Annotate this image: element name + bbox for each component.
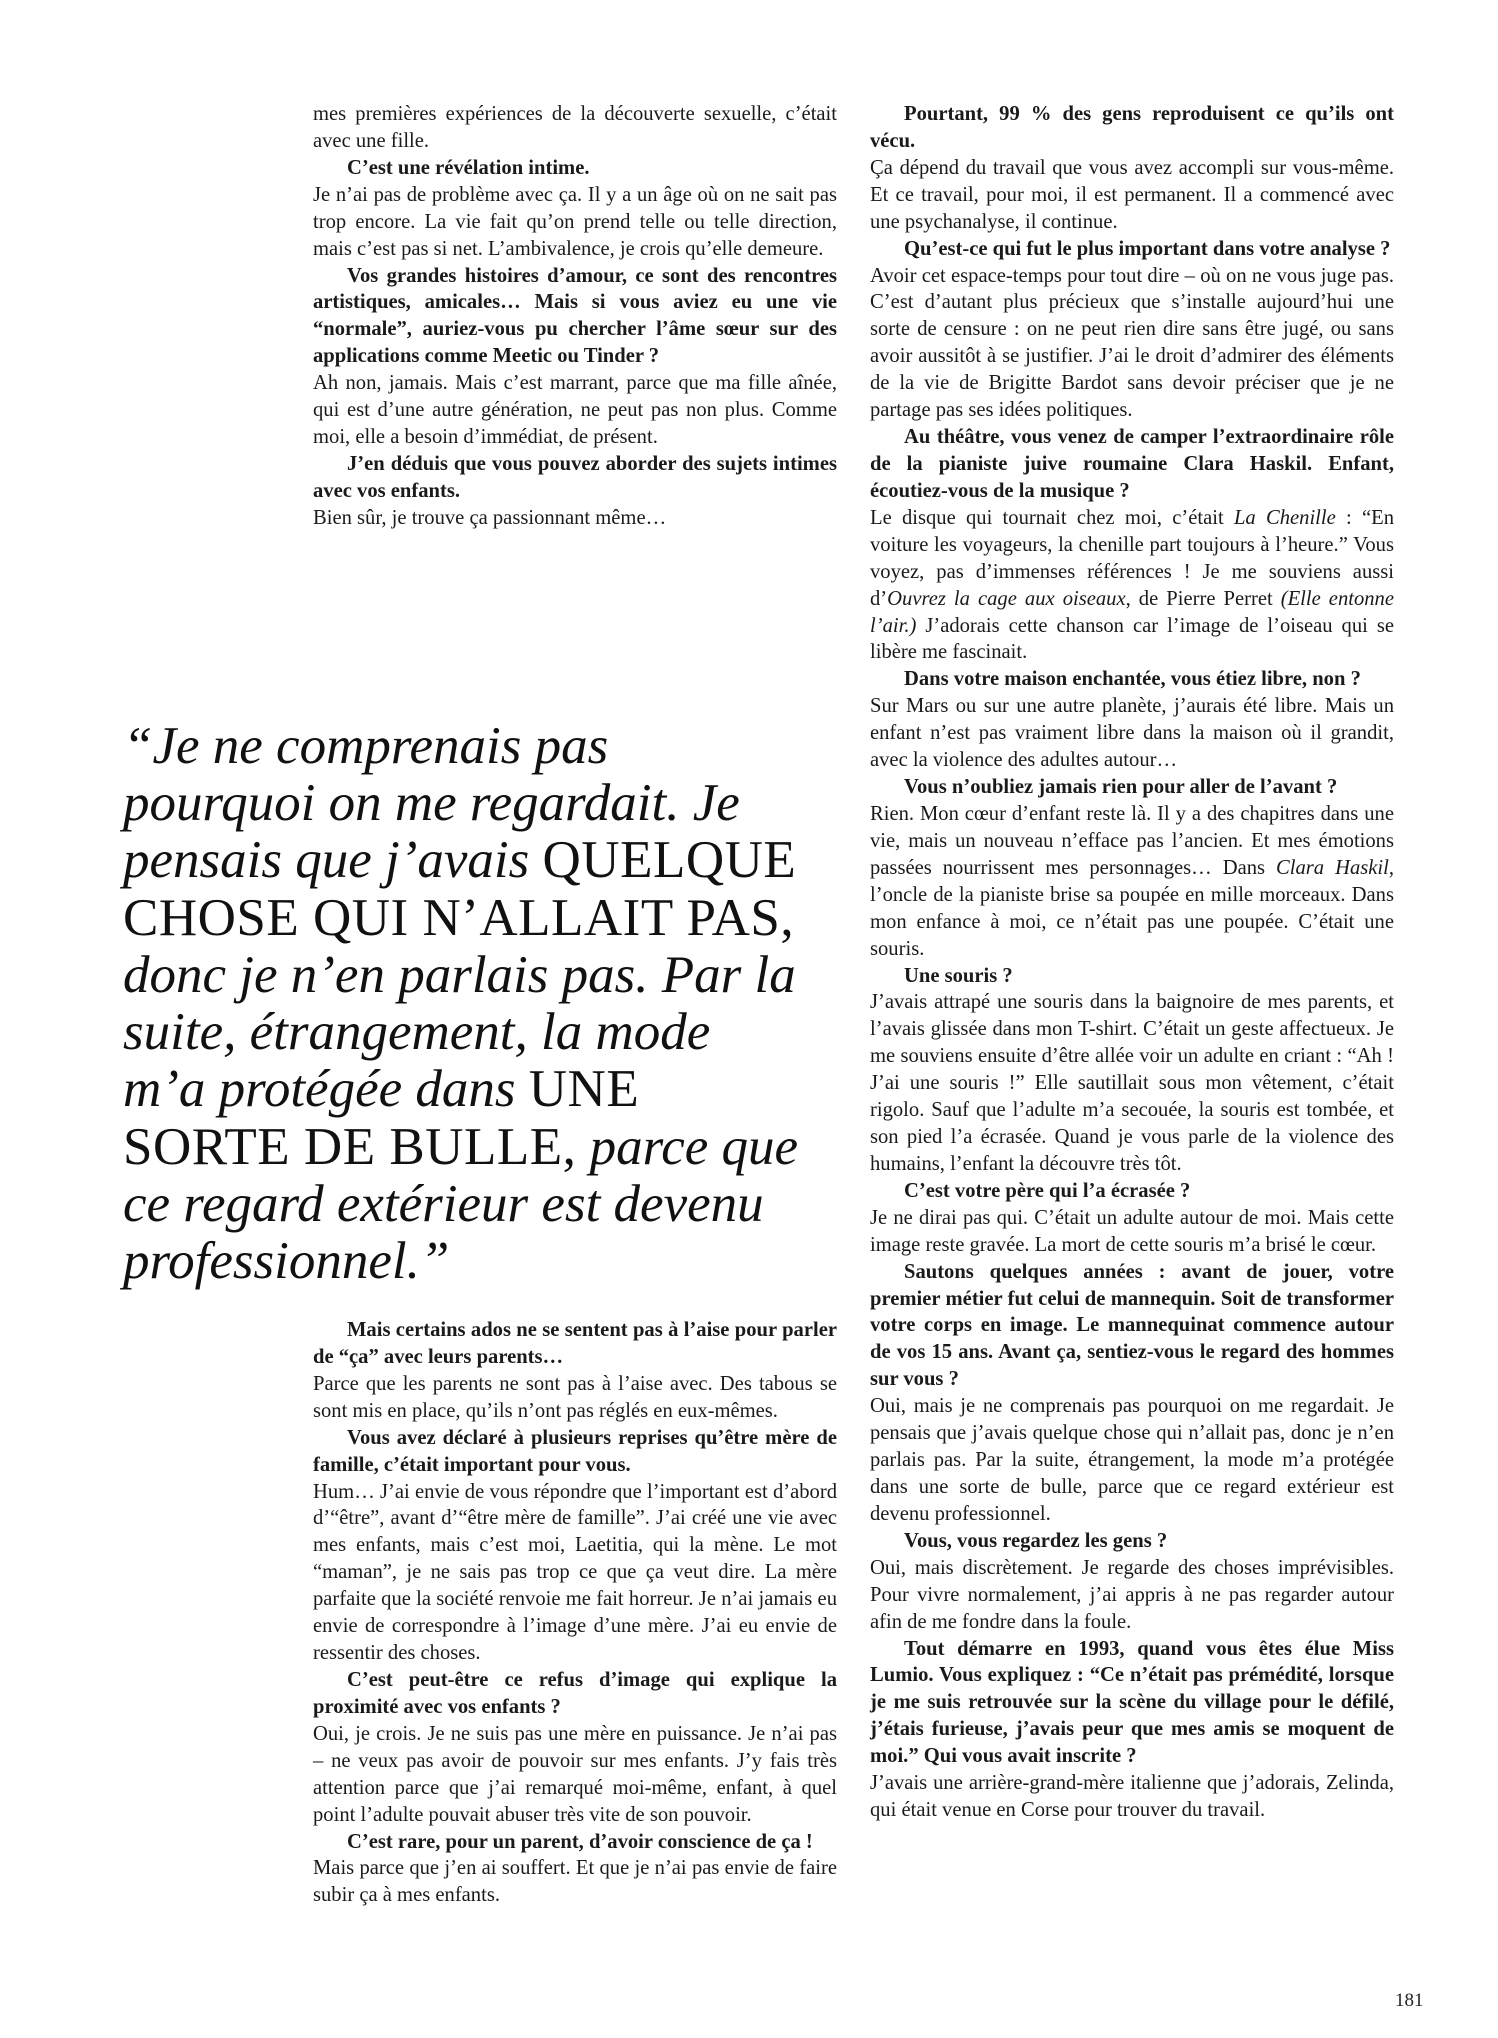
page-number: 181 xyxy=(1395,1990,1424,2011)
interview-answer: Je n’ai pas de problème avec ça. Il y a un âge où on ne sait pas trop encore. La vie fait qu’on prend telle ou telle direction, mais c’est pas si net. L’ambivalence, je crois qu’elle demeure. xyxy=(313,183,837,260)
italic-title-span: Ouvrez la cage aux oiseaux xyxy=(887,587,1126,610)
interview-question: Qu’est-ce qui fut le plus important dans votre analyse ? xyxy=(904,237,1391,260)
interview-question: Vous avez déclaré à plusieurs reprises qu’être mère de famille, c’était important pour vous. xyxy=(313,1426,837,1476)
interview-answer: Je ne dirai pas qui. C’était un adulte autour de moi. Mais cette image reste gravée. La mort de cette souris m’a brisé le cœur. xyxy=(870,1206,1394,1256)
text-span: , de Pierre Perret xyxy=(1125,587,1281,610)
interview-answer xyxy=(870,801,1394,963)
pull-quote xyxy=(123,718,803,1290)
interview-answer: Hum… J’ai envie de vous répondre que l’important est d’abord d’“être”, avant d’“être mère de famille”. J’ai créé une vie avec mes enfants, mais c’est moi, Laetitia, qui la mène. Le mot “maman”, je ne sais pas trop ce que ça veut dire. La mère parfaite que la société renvoie me fait horreur. Je n’ai jamais eu envie de correspondre à l’image d’une mère. J’ai eu envie de ressentir des choses. xyxy=(313,1480,837,1665)
interview-question: Mais certains ados ne se sentent pas à l’aise pour parler de “ça” avec leurs parents… xyxy=(313,1319,837,1368)
interview-question: Vous n’oubliez jamais rien pour aller de l’avant ? xyxy=(904,776,1338,799)
left-column-bottom xyxy=(313,1317,837,1909)
interview-answer: Ah non, jamais. Mais c’est marrant, parce que ma fille aînée, qui est d’une autre génération, ne peut pas non plus. Comme moi, elle a besoin d’immédiat, de présent. xyxy=(313,372,837,449)
interview-answer: Avoir cet espace-temps pour tout dire – où on ne vous juge pas. C’est d’autant plus précieux que s’installe aujourd’hui une sorte de censure : on ne peut rien dire sans être jugé, ou sans avoir aussitôt à se justifier. J’ai le droit d’admirer des éléments de la vie de Brigitte Bardot sans devoir préciser que je ne partage pas ses idées politiques. xyxy=(870,264,1394,422)
pull-quote-text: parce que ce regard extérieur est devenu professionnel.” xyxy=(123,1117,799,1291)
interview-answer: J’avais attrapé une souris dans la baignoire de mes parents, et l’avais glissée dans mon T-shirt. C’était un geste affectueux. Je me souviens ensuite d’être allée voir un adulte en criant : “Ah ! J’ai une souris !” Elle sautillait sous mon vêtement, c’était rigolo. Sauf que l’adulte m’a secouée, la souris est tombée, et son pied l’a écrasée. Quand je vous parle de la violence des humains, l’enfant la découvre très tôt. xyxy=(870,991,1394,1175)
interview-answer: Mais parce que j’en ai souffert. Et que je n’ai pas envie de faire subir ça à mes enfants. xyxy=(313,1857,837,1907)
text-span: : “En voiture les voyageurs, la chenille part toujours à l’heure.” Vous voyez, pas d’immenses références ! Je me souviens aussi d’ xyxy=(870,506,1394,610)
interview-answer: mes premières expériences de la découverte sexuelle, c’était avec une fille. xyxy=(313,103,837,152)
right-column xyxy=(870,101,1394,1824)
pull-quote-text: donc je n’en parlais pas. Par la suite, étrangement, la mode m’a protégée dans xyxy=(123,945,796,1119)
interview-question: Une souris ? xyxy=(904,964,1013,987)
left-column-top xyxy=(313,101,837,532)
interview-question: Dans votre maison enchantée, vous étiez libre, non ? xyxy=(904,668,1361,691)
text-span: , l’oncle de la pianiste brise sa poupée en mille morceaux. Dans mon enfance à moi, ce n’était pas une poupée. C’était une souris. xyxy=(870,856,1394,960)
interview-answer: Bien sûr, je trouve ça passionnant même… xyxy=(313,506,667,529)
italic-title-span: Clara Haskil xyxy=(1276,856,1389,879)
interview-question: Sautons quelques années : avant de jouer, votre premier métier fut celui de mannequin. Soit de transformer votre corps en image. Le mannequinat commence autour de vos 15 ans. Avant ça, sentiez-vous le regard des hommes sur vous ? xyxy=(870,1260,1394,1391)
italic-title-span: (Elle entonne l’air.) xyxy=(870,587,1394,637)
interview-question: C’est rare, pour un parent, d’avoir conscience de ça ! xyxy=(347,1830,813,1853)
pull-quote-caps: UNE SORTE DE BULLE, xyxy=(123,1060,640,1176)
interview-question: Vous, vous regardez les gens ? xyxy=(904,1529,1168,1552)
interview-question: Pourtant, 99 % des gens reproduisent ce qu’ils ont vécu. xyxy=(870,103,1394,152)
pull-quote-caps: QUELQUE CHOSE QUI N’ALLAIT PAS, xyxy=(123,831,797,947)
interview-answer: Parce que les parents ne sont pas à l’aise avec. Des tabous se sont mis en place, qu’ils n’ont pas réglés en eux-mêmes. xyxy=(313,1372,837,1422)
interview-question: Au théâtre, vous venez de camper l’extraordinaire rôle de la pianiste juive roumaine Clara Haskil. Enfant, écoutiez-vous de la musique ? xyxy=(870,426,1394,502)
interview-question: C’est peut-être ce refus d’image qui explique la proximité avec vos enfants ? xyxy=(313,1668,837,1718)
pull-quote-text: “Je ne comprenais pas pourquoi on me regardait. Je pensais que j’avais xyxy=(123,717,740,890)
interview-answer: Sur Mars ou sur une autre planète, j’aurais été libre. Mais un enfant n’est pas vraiment libre dans la maison où il grandit, avec la violence des adultes autour… xyxy=(870,695,1394,772)
interview-question: Vos grandes histoires d’amour, ce sont des rencontres artistiques, amicales… Mais si vous aviez eu une vie “normale”, auriez-vous pu chercher l’âme sœur sur des applications comme Meetic ou Tinder ? xyxy=(313,264,837,368)
interview-answer: Oui, mais discrètement. Je regarde des choses imprévisibles. Pour vivre normalement, j’ai appris à ne pas regarder autour afin de me fondre dans la foule. xyxy=(870,1556,1394,1633)
interview-question: C’est votre père qui l’a écrasée ? xyxy=(904,1179,1191,1202)
text-span: Le disque qui tournait chez moi, c’était xyxy=(870,506,1234,529)
interview-answer xyxy=(870,505,1394,667)
interview-question: J’en déduis que vous pouvez aborder des sujets intimes avec vos enfants. xyxy=(313,452,837,502)
interview-question: Tout démarre en 1993, quand vous êtes élue Miss Lumio. Vous expliquez : “Ce n’était pas prémédité, lorsque je me suis retrouvée sur la scène du village pour le défilé, j’étais furieuse, j’avais peur que mes amis se moquent de moi.” Qui vous avait inscrite ? xyxy=(870,1637,1394,1768)
text-span: Rien. Mon cœur d’enfant reste là. Il y a des chapitres dans une vie, mais un nouveau n’efface pas l’ancien. Et mes émotions passées nourrissent mes personnages… Dans xyxy=(870,802,1394,879)
interview-question: C’est une révélation intime. xyxy=(347,156,590,179)
text-span: J’adorais cette chanson car l’image de l’oiseau qui se libère me fascinait. xyxy=(870,614,1394,664)
interview-answer: Oui, mais je ne comprenais pas pourquoi on me regardait. Je pensais que j’avais quelque chose qui n’allait pas, donc je n’en parlais pas. Par la suite, étrangement, la mode m’a protégée dans une sorte de bulle, parce que ce regard extérieur est devenu professionnel. xyxy=(870,1395,1394,1525)
italic-title-span: La Chenille xyxy=(1233,506,1336,529)
interview-answer: Oui, je crois. Je ne suis pas une mère en puissance. Je n’ai pas – ne veux pas avoir de pouvoir sur mes enfants. J’y fais très attention parce que j’ai remarqué moi-même, enfant, à quel point l’adulte pouvait abuser très vite de son pouvoir. xyxy=(313,1722,837,1826)
interview-answer: Ça dépend du travail que vous avez accompli sur vous-même. Et ce travail, pour moi, il est permanent. Il a commencé avec une psychanalyse, il continue. xyxy=(870,156,1394,233)
interview-answer: J’avais une arrière-grand-mère italienne que j’adorais, Zelinda, qui était venue en Corse pour trouver du travail. xyxy=(870,1772,1394,1822)
